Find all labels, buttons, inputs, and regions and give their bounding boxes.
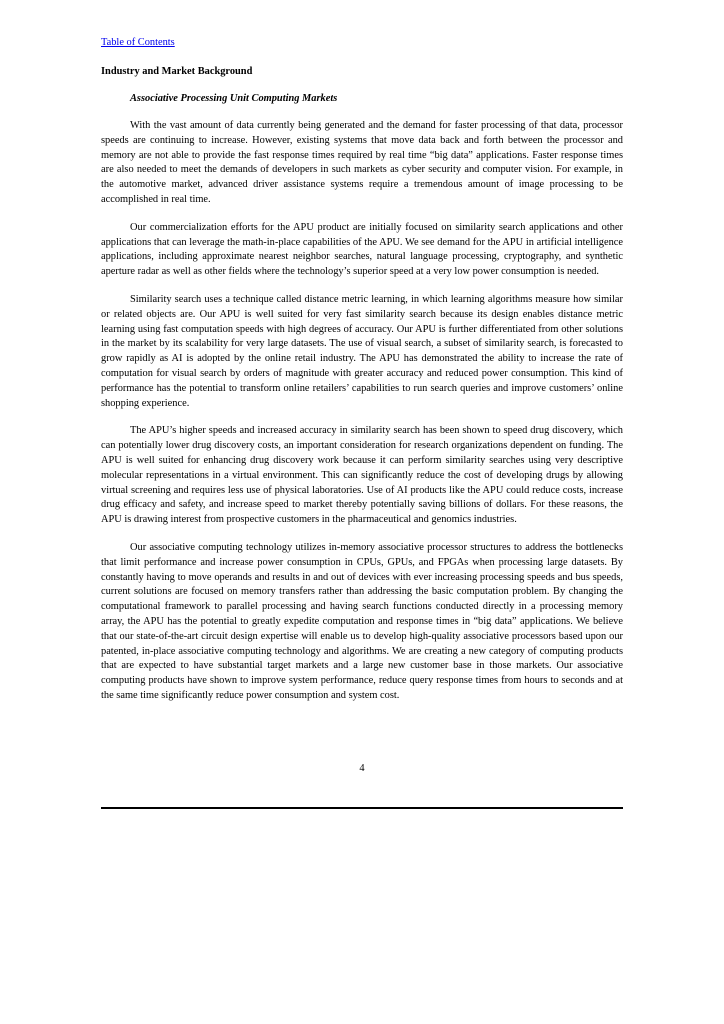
sub-heading: Associative Processing Unit Computing Markets bbox=[130, 93, 338, 104]
section-heading: Industry and Market Background bbox=[101, 66, 253, 77]
paragraph-associative-computing: Our associative computing technology utilizes in-memory associative processor structures to address the bottlenecks that limit performance and increase power consumption in CPUs, GPUs, and FPGAs when processing large datasets. By constantly having to move operands and results in and out of devices with ever increasing processing speeds and bus speeds, current solutions are focused on memory transfers rather than addressing the basic computation problem. By changing the computational framework to parallel processing and having search functions conducted directly in a processing memory array, the APU has the potential to greatly expedite computation and response times in “big data” applications. We believe that our state-of-the-art circuit design expertise will enable us to develop high-quality associative processors based upon our patented, in-place associative computing technology and algorithms. We are creating a new category of computing products that are expected to have substantial target markets and a large new customer base in those markets. Our associative computing products have shown to improve system performance, reduce query response times from hours to seconds and at the same time significantly reduce power consumption and system cost. bbox=[101, 541, 623, 701]
document-page bbox=[101, 32, 623, 704]
paragraph-similarity-search: Similarity search uses a technique called distance metric learning, in which learning algorithms measure how similar or related objects are. Our APU is well suited for very fast similarity search because its design enables distance metric learning using fast computation speeds with high degrees of accuracy. Our APU is further differentiated from other solutions in the market by its scalability for very large datasets. The use of visual search, a subset of similarity search, is forecasted to grow rapidly as AI is adopted by the online retail industry. The APU has demonstrated the ability to increase the rate of computation for visual search by orders of magnitude with greater accuracy and reduced power consumption. This kind of performance has the potential to transform online retailers’ capabilities to run search queries and improve customers’ online shopping experience. bbox=[101, 293, 623, 409]
paragraph-drug-discovery: The APU’s higher speeds and increased accuracy in similarity search has been shown to speed drug discovery, which can potentially lower drug discovery costs, an important consideration for research organizations dependent on funding. The APU is well suited for enhancing drug discovery work because it can perform similarity searches using very descriptive molecular representations in a virtual environment. This can significantly reduce the cost of developing drugs by allowing virtual screening and requires less use of physical laboratories. Use of AI products like the APU could reduce costs, increase drug efficacy and safety, and increase speed to market thereby potentially saving billions of dollars. For these reasons, the APU is drawing interest from prospective customers in the pharmaceutical and genomics industries. bbox=[101, 425, 623, 526]
table-of-contents-link[interactable]: Table of Contents bbox=[101, 37, 175, 48]
page-number: 4 bbox=[359, 763, 365, 774]
paragraph-commercialization: Our commercialization efforts for the APU product are initially focused on similarity search applications and other applications that can leverage the math-in-place capabilities of the APU. We see demand for the APU in artificial intelligence applications, including approximate nearest neighbor searches, natural language processing, cryptography, and synthetic aperture radar as well as other fields where the technology’s superior speed at a very low power consumption is needed. bbox=[101, 221, 623, 278]
paragraph-data-processing: With the vast amount of data currently being generated and the demand for faster processing of that data, processor speeds are continuing to increase. However, existing systems that move data back and forth between the processor and memory are not able to provide the fast response times required by real time “big data” applications. Faster response times are also needed to meet the demands of developers in such markets as cyber security and computer vision. For example, in the automotive market, advanced driver assistance systems require a tremendous amount of image processing to be accomplished in real time. bbox=[101, 120, 623, 205]
footer-divider bbox=[101, 807, 623, 809]
